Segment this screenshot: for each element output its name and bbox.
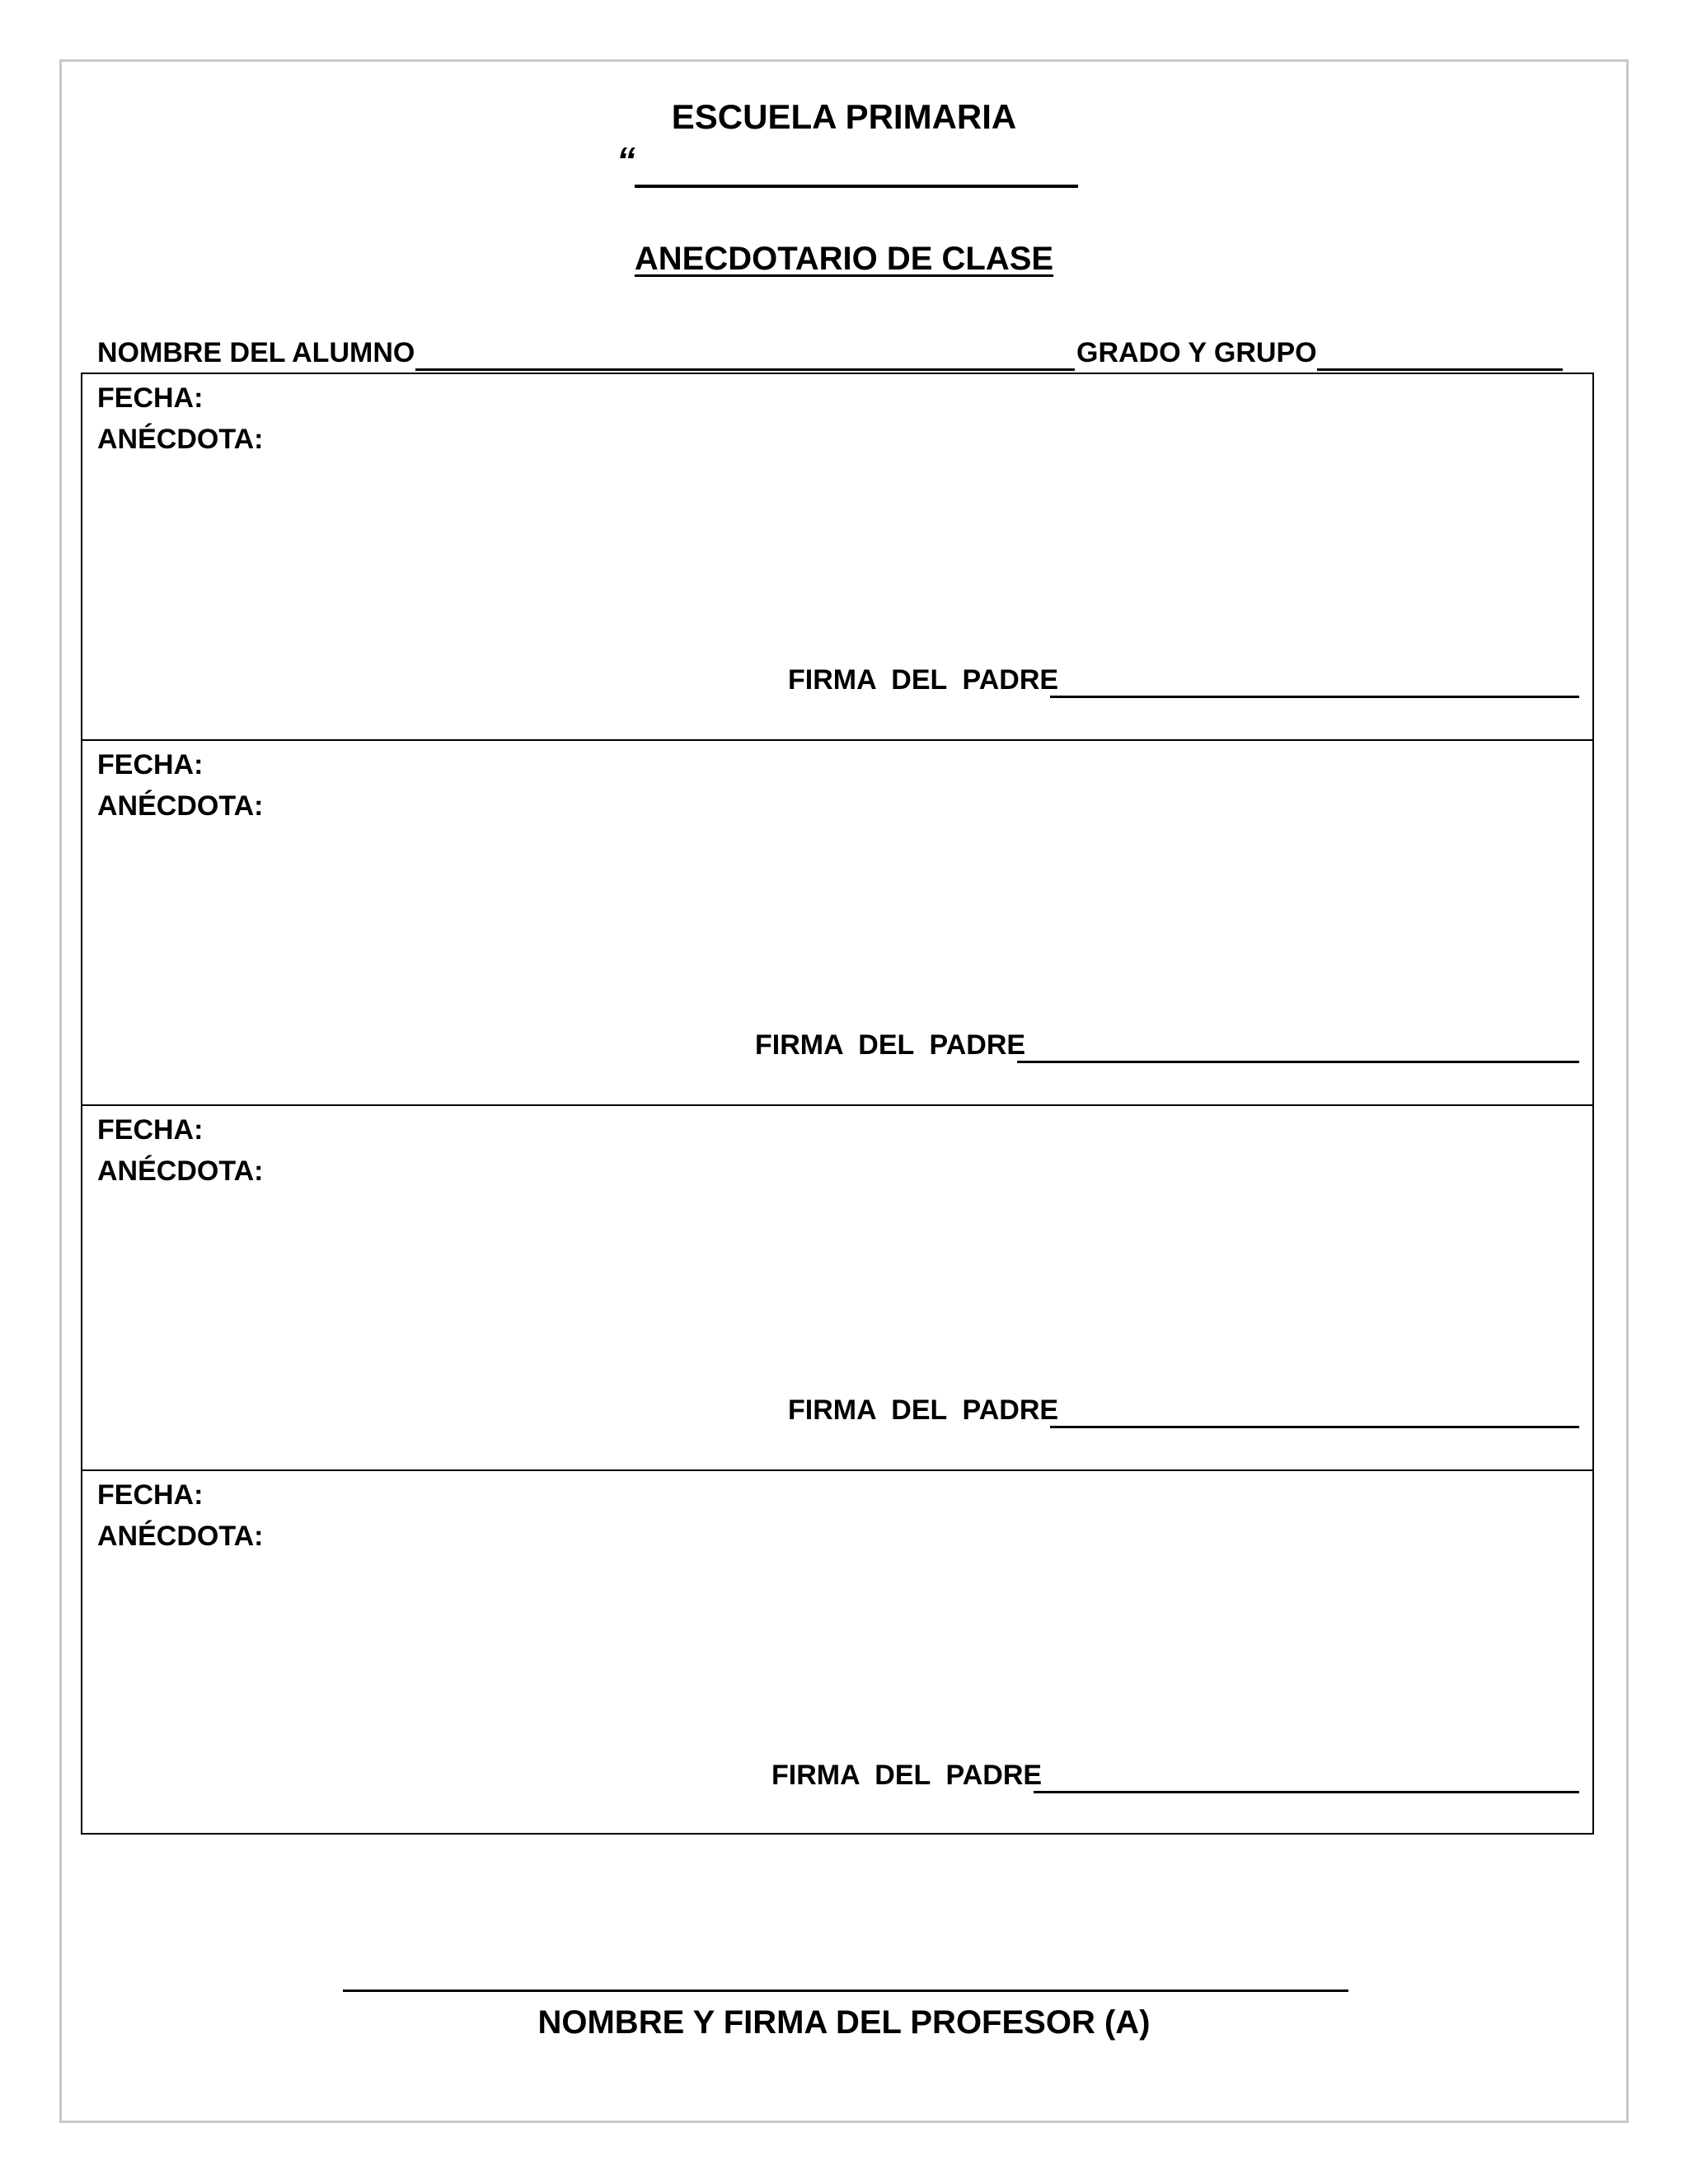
- firma-padre-field: [771, 1759, 1579, 1795]
- fecha-label: FECHA:: [97, 382, 204, 414]
- school-title: ESCUELA PRIMARIA: [671, 97, 1017, 136]
- firma-padre-field: [788, 1394, 1579, 1430]
- grade-group-blank[interactable]: [1317, 368, 1563, 371]
- firma-padre-label: FIRMA DEL PADRE: [788, 1394, 1059, 1426]
- teacher-signature-blank[interactable]: [343, 1990, 1348, 1992]
- anecdote-entries: [81, 373, 1594, 1835]
- teacher-signature-label: NOMBRE Y FIRMA DEL PROFESOR (A): [537, 2004, 1151, 2041]
- firma-padre-blank[interactable]: [1050, 1426, 1579, 1428]
- student-info-row: [97, 333, 1564, 373]
- firma-padre-blank[interactable]: [1050, 696, 1579, 698]
- firma-padre-label: FIRMA DEL PADRE: [771, 1760, 1043, 1791]
- fecha-label: FECHA:: [97, 749, 204, 780]
- anecdote-entry: [82, 374, 1592, 739]
- fecha-label: FECHA:: [97, 1479, 204, 1511]
- school-name-quote: “: [617, 139, 635, 182]
- fecha-label: FECHA:: [97, 1114, 204, 1146]
- anecdote-entry: [82, 1104, 1592, 1469]
- firma-padre-blank[interactable]: [1034, 1791, 1579, 1793]
- firma-padre-blank[interactable]: [1017, 1061, 1579, 1063]
- anecdota-label: ANÉCDOTA:: [97, 1521, 264, 1552]
- anecdote-entry: [82, 1469, 1592, 1835]
- school-name-field[interactable]: [617, 138, 1078, 188]
- school-name-blank[interactable]: [635, 185, 1078, 188]
- firma-padre-label: FIRMA DEL PADRE: [788, 664, 1059, 696]
- firma-padre-field: [788, 663, 1579, 700]
- firma-padre-field: [755, 1029, 1579, 1065]
- anecdota-label: ANÉCDOTA:: [97, 424, 264, 455]
- student-name-label: NOMBRE DEL ALUMNO: [97, 337, 415, 368]
- student-name-blank[interactable]: [415, 368, 1075, 371]
- anecdote-entry: [82, 739, 1592, 1104]
- anecdota-label: ANÉCDOTA:: [97, 1155, 264, 1187]
- grade-group-label: GRADO Y GRUPO: [1076, 337, 1317, 368]
- firma-padre-label: FIRMA DEL PADRE: [755, 1029, 1026, 1061]
- document-title: ANECDOTARIO DE CLASE: [634, 241, 1054, 277]
- anecdota-label: ANÉCDOTA:: [97, 790, 264, 822]
